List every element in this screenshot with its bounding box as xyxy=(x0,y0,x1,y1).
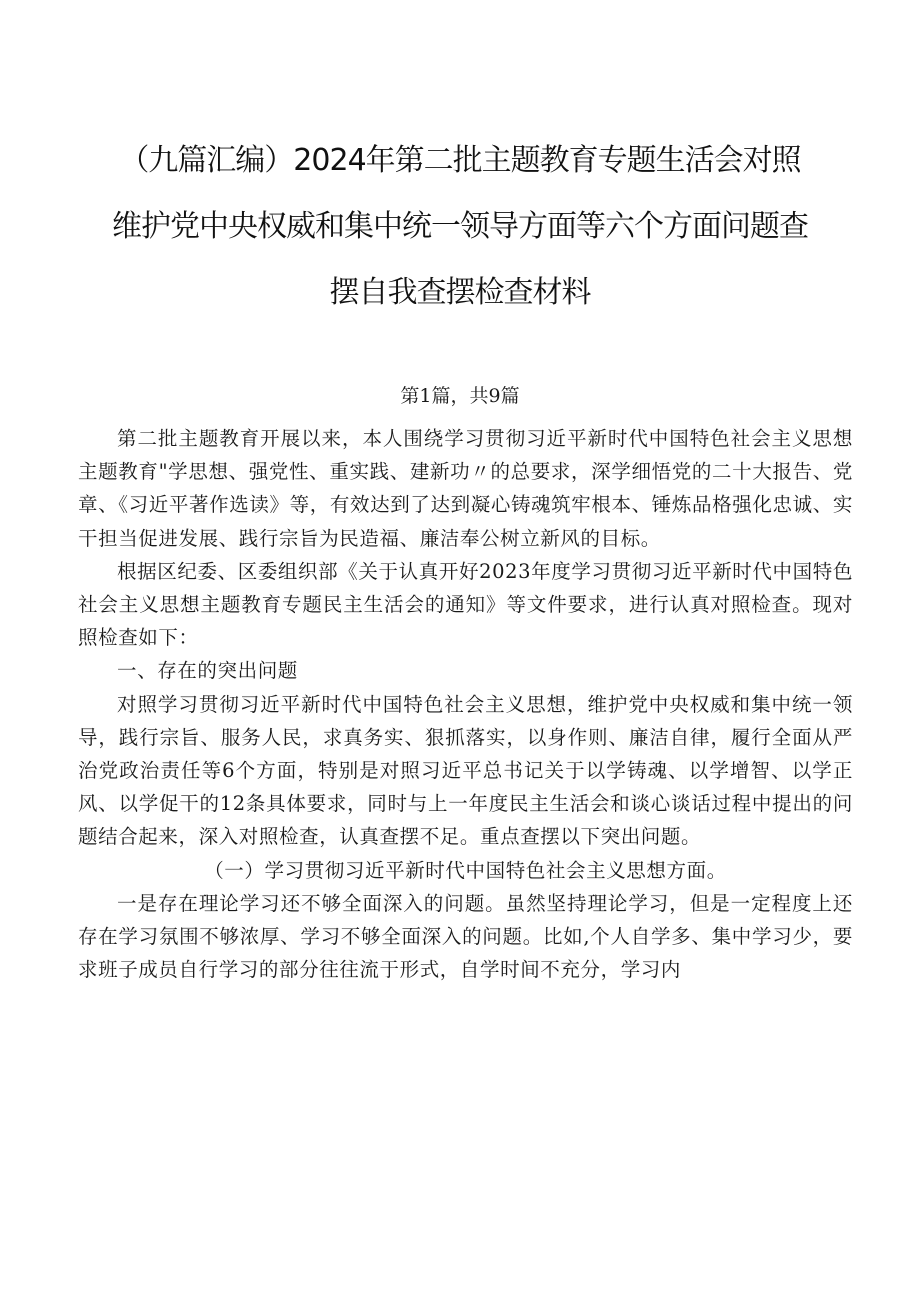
document-subtitle: 第1篇，共9篇 xyxy=(400,385,520,407)
paragraph-basis: 根据区纪委、区委组织部《关于认真开好2023年度学习贯彻习近平新时代中国特色社会主义思想主题教育专题民主生活会的通知》等文件要求，进行认真对照检查。现对照检查如下： xyxy=(78,559,853,650)
paragraph-problem-one: 一是存在理论学习还不够全面深入的问题。虽然坚持理论学习，但是一定程度上还存在学习氛围不够浓厚、学习不够全面深入的问题。比如,个人自学多、集中学习少，要求班子成员自行学习的部分往往流于形式，自学时间不充分，学习内 xyxy=(78,891,853,982)
title-line-3: 摆自我查摆检查材料 xyxy=(329,275,591,310)
subsection-heading: （一）学习贯彻习近平新时代中国特色社会主义思想方面。 xyxy=(204,858,727,882)
title-line-2: 维护党中央权威和集中统一领导方面等六个方面问题查 xyxy=(112,209,808,244)
paragraph-intro: 第二批主题教育开展以来，本人围绕学习贯彻习近平新时代中国特色社会主义思想主题教育"学思想、强党性、重实践、建新功〃的总要求，深学细悟党的二十大报告、党章、《习近平著作选读》等，有效达到了达到凝心铸魂筑牢根本、锤炼品格强化忠诚、实干担当促进发展、践行宗旨为民造福、廉洁奉公树立新风的目标。 xyxy=(78,427,853,550)
paragraph-overview: 对照学习贯彻习近平新时代中国特色社会主义思想，维护党中央权威和集中统一领导，践行宗旨、服务人民，求真务实、狠抓落实，以身作则、廉洁自律，履行全面从严治党政治责任等6个方面，特别是对照习近平总书记关于以学铸魂、以学增智、以学正风、以学促干的12条具体要求，同时与上一年度民主生活会和谈心谈话过程中提出的问题结合起来，深入对照检查，认真查摆不足。重点查摆以下突出问题。 xyxy=(78,692,853,849)
title-line-1: （九篇汇编）2024年第二批主题教育专题生活会对照 xyxy=(119,143,801,178)
section-heading: 一、存在的突出问题 xyxy=(117,659,298,683)
document-body xyxy=(78,422,853,986)
document-title xyxy=(80,128,840,326)
